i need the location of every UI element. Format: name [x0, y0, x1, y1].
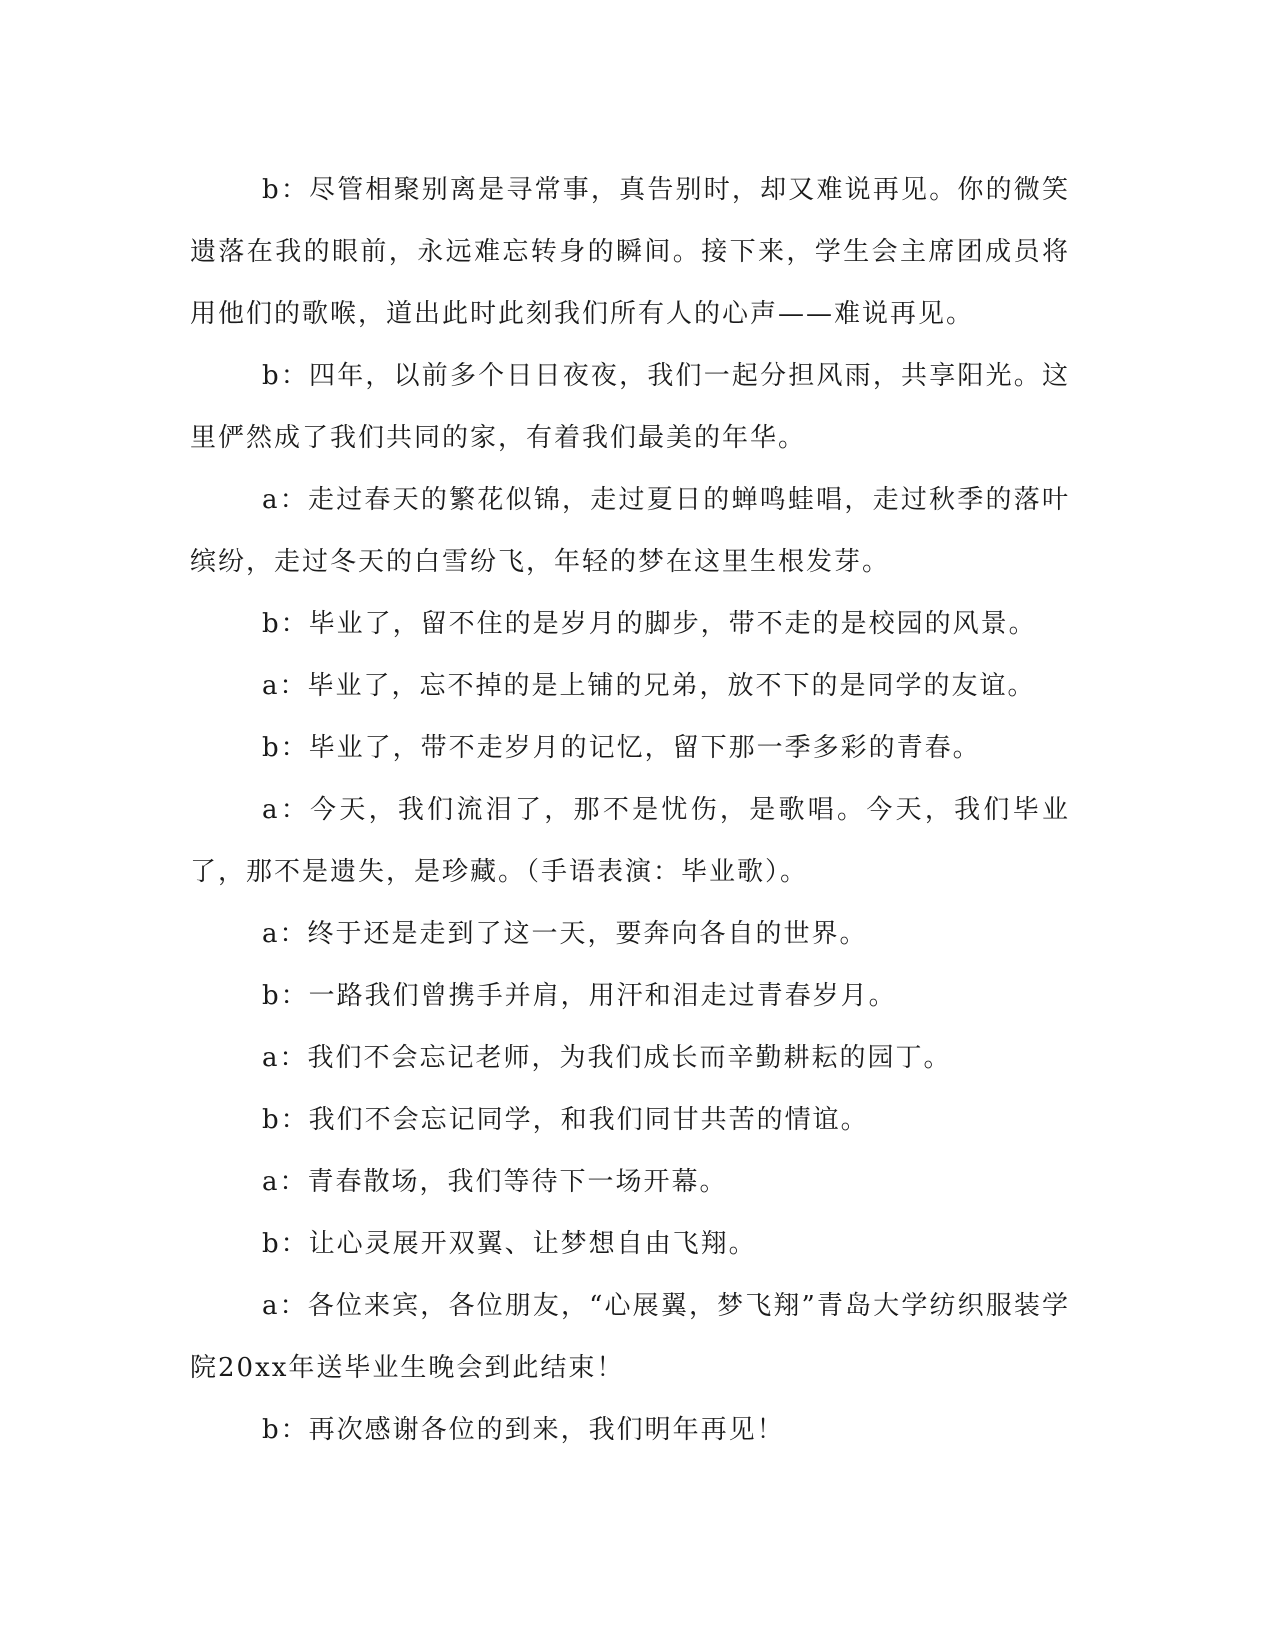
paragraph-5: a：毕业了，忘不掉的是上铺的兄弟，放不下的是同学的友谊。 — [262, 671, 1036, 701]
paragraph-8: a：终于还是走到了这一天，要奔向各自的世界。 — [262, 919, 868, 949]
paragraph-9: b：一路我们曾携手并肩，用汗和泪走过青春岁月。 — [262, 981, 897, 1011]
paragraph-1: b：尽管相聚别离是寻常事，真告别时，却又难说再见。你的微笑遗落在我的眼前，永远难忘转身的瞬间。接下来，学生会主席团成员将用他们的歌喉，道出此时此刻我们所有人的心声——难说再见。 — [190, 175, 1070, 329]
paragraph-2: b：四年，以前多个日日夜夜，我们一起分担风雨，共享阳光。这里俨然成了我们共同的家，有着我们最美的年华。 — [190, 361, 1070, 453]
paragraph-11: b：我们不会忘记同学，和我们同甘共苦的情谊。 — [262, 1105, 869, 1135]
paragraph-4: b：毕业了，留不住的是岁月的脚步，带不走的是校园的风景。 — [262, 609, 1037, 639]
paragraph-12: a：青春散场，我们等待下一场开幕。 — [262, 1167, 728, 1197]
document-body — [190, 159, 1070, 1461]
paragraph-14: a：各位来宾，各位朋友，“心展翼，梦飞翔”青岛大学纺织服装学院20xx年送毕业生晚会到此结束！ — [190, 1291, 1070, 1383]
paragraph-7: a：今天，我们流泪了，那不是忧伤，是歌唱。今天，我们毕业了，那不是遗失，是珍藏。（手语表演：毕业歌）。 — [190, 795, 1070, 887]
paragraph-15: b：再次感谢各位的到来，我们明年再见！ — [262, 1415, 785, 1445]
paragraph-10: a：我们不会忘记老师，为我们成长而辛勤耕耘的园丁。 — [262, 1043, 952, 1073]
paragraph-3: a：走过春天的繁花似锦，走过夏日的蝉鸣蛙唱，走过秋季的落叶缤纷，走过冬天的白雪纷飞，年轻的梦在这里生根发芽。 — [190, 485, 1070, 577]
paragraph-13: b：让心灵展开双翼、让梦想自由飞翔。 — [262, 1229, 757, 1259]
paragraph-6: b：毕业了，带不走岁月的记忆，留下那一季多彩的青春。 — [262, 733, 981, 763]
